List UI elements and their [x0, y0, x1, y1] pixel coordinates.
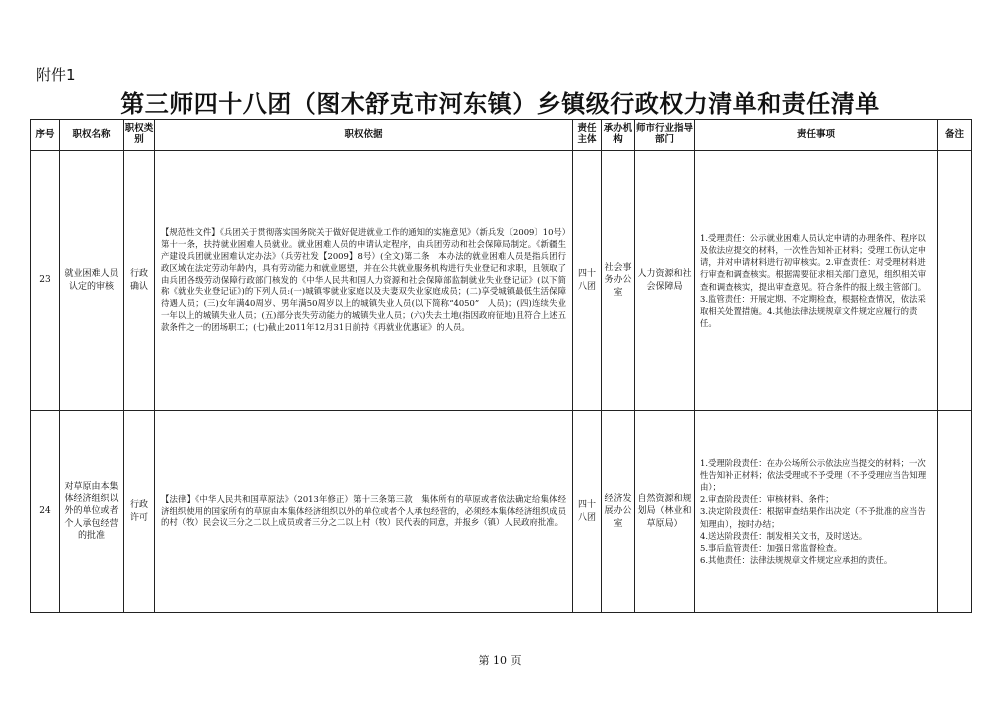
header-subject: 责任主体 — [573, 120, 602, 151]
header-name: 职权名称 — [60, 120, 124, 151]
header-agency: 承办机构 — [602, 120, 635, 151]
cell-subject: 四十八团 — [573, 151, 602, 411]
cell-category: 行政许可 — [124, 411, 155, 613]
header-remarks: 备注 — [938, 120, 972, 151]
page-number: 第 10 页 — [478, 654, 522, 667]
cell-name: 对草原由本集体经济组织以外的单位或者个人承包经营的批准 — [60, 411, 124, 613]
table-row — [31, 151, 972, 411]
responsibility-item: 6.其他责任：法律法规规章文件规定应承担的责任。 — [700, 555, 893, 566]
responsibility-item: 1.受理阶段责任：在办公场所公示依法应当提交的材料；一次性告知补正材料；依法受理或不予受理（不予受理应当告知理由）； — [700, 457, 927, 493]
cell-basis: 【法律】《中华人民共和国草原法》（2013年修正）第十三条第三款 集体所有的草原或者依法确定给集体经济组织使用的国家所有的草原由本集体经济组织以外的单位或者个人承包经营的，必须经本集体经济组织成员的村（牧）民会议三分之二以上成员或者三分之二以上村（牧）民代表的同意，并报乡（镇）人民政府批准。 — [155, 411, 573, 613]
header-seq: 序号 — [31, 120, 60, 151]
responsibility-item: 1.受理责任：公示就业困难人员认定申请的办理条件、程序以及依法应提交的材料，一次性告知补正材料；受理工伤认定申请，并对申请材料进行初审核实。2.审查责任：对受理材料进行审查和调查核实。根据需要征求相关部门意见，组织相关审查和调查核实，提出审查意见。符合条件的报上级主管部门。3.监管责任：开展定期、不定期检查，根据检查情况，依法采取相关处置措施。4.其他法律法规规章文件规定应履行的责任。 — [700, 232, 927, 329]
header-responsibilities: 责任事项 — [695, 120, 938, 151]
cell-subject: 四十八团 — [573, 411, 602, 613]
cell-agency: 社会事务办公室 — [602, 151, 635, 411]
header-basis: 职权依据 — [155, 120, 573, 151]
responsibility-item: 4.送达阶段责任：制发相关文书，及时送达。 — [700, 530, 868, 541]
table-row — [31, 411, 972, 613]
cell-basis: 【规范性文件】《兵团关于贯彻落实国务院关于做好促进就业工作的通知的实施意见》（新兵发〔2009〕10号）第十一条，扶持就业困难人员就业。就业困难人员的申请认定程序，由兵团劳动和社会保障局制定。《新疆生产建设兵团就业困难认定办法》（兵劳社发【2009】8号）(全文)第二条 本办法的就业困难人员是指兵团行政区域在法定劳动年龄内，具有劳动能力和就业愿望，并在公共就业服务机构进行失业登记和求职，且领取了由兵团各级劳动保障行政部门核发的《中华人民共和国人力资源和社会保障部监制就业失业登记证》(以下简称《就业失业登记证》)的下列人员:(一)城镇零就业家庭以及夫妻双失业家庭成员；(二)享受城镇最低生活保障待遇人员；(三)女年满40周岁、男年满50周岁以上的城镇失业人员(以下简称“4050” 人员)；(四)连续失业一年以上的城镇失业人员；(五)部分丧失劳动能力的城镇失业人员；(六)失去土地(指因政府征地)且符合上述五款条件之一的团场职工；(七)截止2011年12月31日前持《再就业优惠证》的人员。 — [155, 151, 573, 411]
cell-seq: 23 — [31, 151, 60, 411]
header-dept: 师市行业指导部门 — [635, 120, 695, 151]
cell-remarks — [938, 411, 972, 613]
page-title: 第三师四十八团（图木舒克市河东镇）乡镇级行政权力清单和责任清单 — [120, 90, 880, 118]
responsibility-item: 3.决定阶段责任：根据审查结果作出决定（不予批准的应当告知理由），按时办结； — [700, 506, 926, 529]
cell-dept: 自然资源和规划局（林业和草原局） — [635, 411, 695, 613]
responsibility-item: 2.审查阶段责任：审核材料、条件； — [700, 494, 834, 505]
cell-seq: 24 — [31, 411, 60, 613]
cell-dept: 人力资源和社会保障局 — [635, 151, 695, 411]
cell-responsibilities — [695, 411, 938, 613]
attachment-label: 附件1 — [36, 66, 76, 84]
cell-agency: 经济发展办公室 — [602, 411, 635, 613]
power-responsibility-table — [30, 119, 972, 613]
cell-responsibilities — [695, 151, 938, 411]
cell-category: 行政确认 — [124, 151, 155, 411]
table-header-row — [31, 120, 972, 151]
responsibility-item: 5.事后监管责任：加强日常监督检查。 — [700, 542, 842, 553]
cell-remarks — [938, 151, 972, 411]
header-category: 职权类别 — [124, 120, 155, 151]
cell-name: 就业困难人员认定的审核 — [60, 151, 124, 411]
